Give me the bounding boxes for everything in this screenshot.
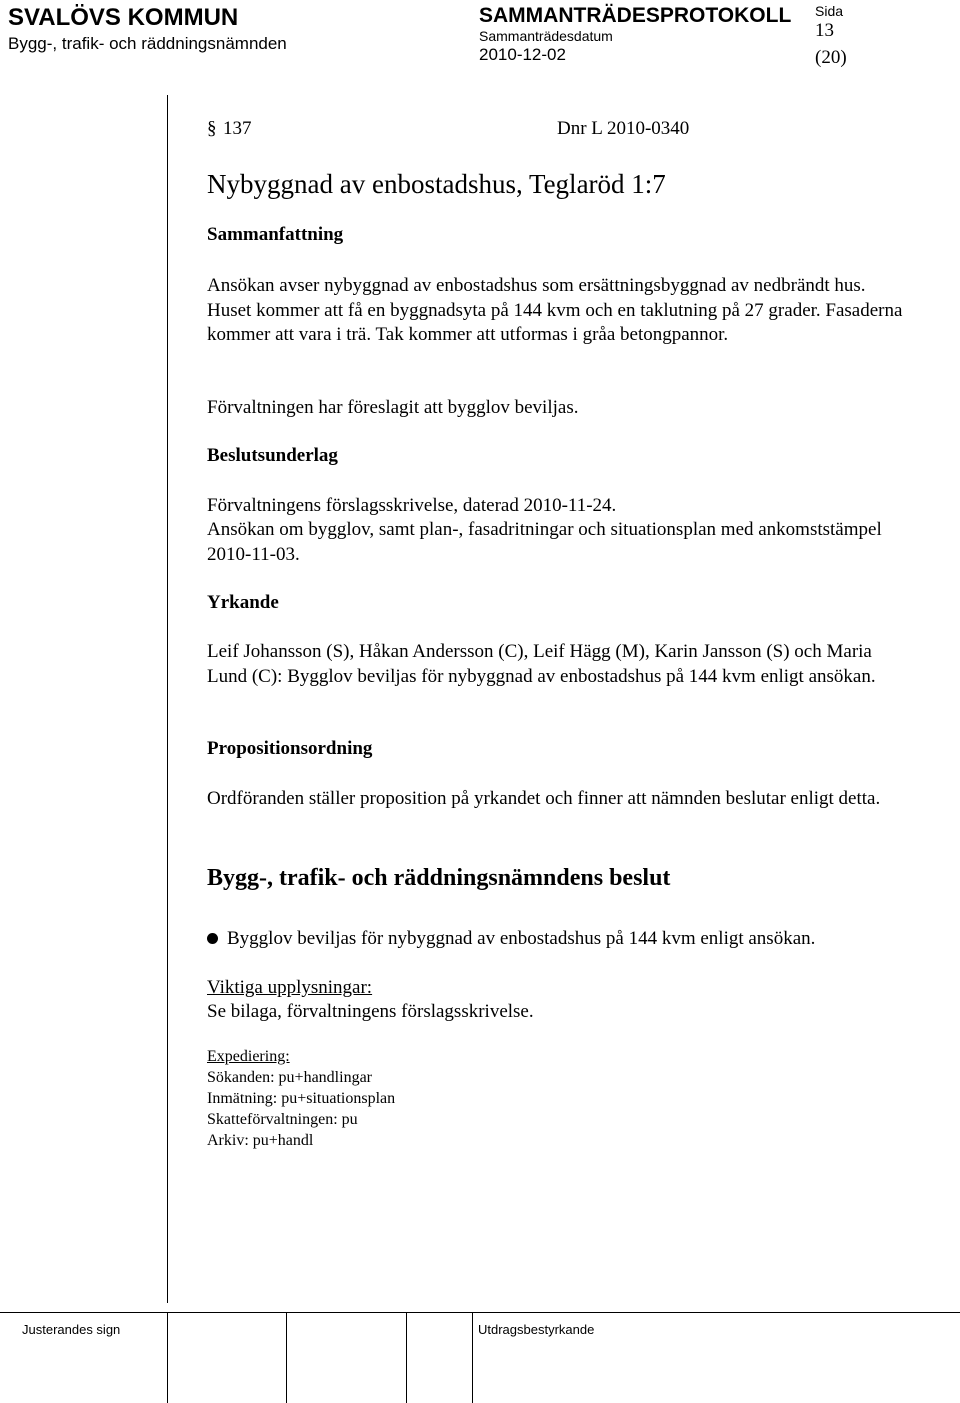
paragraph-number: 137 [223,118,252,139]
case-number: Dnr L 2010-0340 [557,118,690,139]
distribution-item: Skatteförvaltningen: pu [207,1111,358,1128]
footer-divider [406,1312,407,1403]
basis-item: Ansökan om bygglov, samt plan-, fasadritningar och situationsplan med ankomststämpel 2010-11-03. [207,519,882,565]
footer-extract-label: Utdragsbestyrkande [478,1322,595,1337]
section-heading-summary: Sammanfattning [207,224,344,245]
paragraph-mark: § [207,118,217,139]
footer-divider [286,1312,287,1403]
section-heading-decision: Bygg-, trafik- och räddningsnämndens beslut [207,865,671,891]
org-name: SVALÖVS KOMMUN [8,4,239,31]
section-heading-motion: Yrkande [207,592,279,613]
basis-item: Förvaltningens förslagsskrivelse, daterad 2010-11-24. [207,495,617,516]
footer-sign-label: Justerandes sign [22,1322,121,1337]
info-heading: Viktiga upplysningar: [207,977,373,998]
motion-text: Leif Johansson (S), Håkan Andersson (C), Leif Hägg (M), Karin Jansson (S) och Maria Lund (C): Bygglov beviljas för nybyggnad av enbostadshus på 144 kvm enligt ansökan. [207,641,876,687]
distribution-item: Arkiv: pu+handl [207,1132,314,1149]
page-number: 13 [815,20,834,41]
summary-text: Ansökan avser nybyggnad av enbostadshus som ersättningsbyggnad av nedbrändt hus. Huset kommer att få en byggnadsyta på 144 kvm och en taklutning på 27 grader. Fasaderna kommer att vara i trä. Tak kommer att utformas i gråa betongpannor. [207,275,903,345]
left-margin-rule [167,95,168,1303]
footer-divider [167,1312,168,1403]
section-heading-basis: Beslutsunderlag [207,445,338,466]
org-department: Bygg-, trafik- och räddningsnämnden [8,34,287,53]
procedure-text: Ordföranden ställer proposition på yrkandet och finner att nämnden beslutar enligt detta. [207,788,881,809]
bullet-icon [207,933,218,944]
page-label: Sida [815,3,844,19]
meeting-date-label: Sammanträdesdatum [479,28,613,44]
footer-rule [0,1312,960,1313]
case-title: Nybyggnad av enbostadshus, Teglaröd 1:7 [207,169,666,199]
distribution-heading: Expediering: [207,1048,290,1065]
meeting-date-value: 2010-12-02 [479,45,566,64]
document-type: SAMMANTRÄDESPROTOKOLL [479,4,792,27]
summary-proposal: Förvaltningen har föreslagit att bygglov beviljas. [207,397,579,418]
info-text: Se bilaga, förvaltningens förslagsskrivelse. [207,1001,534,1022]
distribution-item: Sökanden: pu+handlingar [207,1069,372,1086]
decision-text: Bygglov beviljas för nybyggnad av enbostadshus på 144 kvm enligt ansökan. [227,928,816,949]
footer-divider [472,1312,473,1403]
distribution-item: Inmätning: pu+situationsplan [207,1090,396,1107]
section-heading-procedure: Propositionsordning [207,738,373,759]
page-total: (20) [815,47,847,68]
